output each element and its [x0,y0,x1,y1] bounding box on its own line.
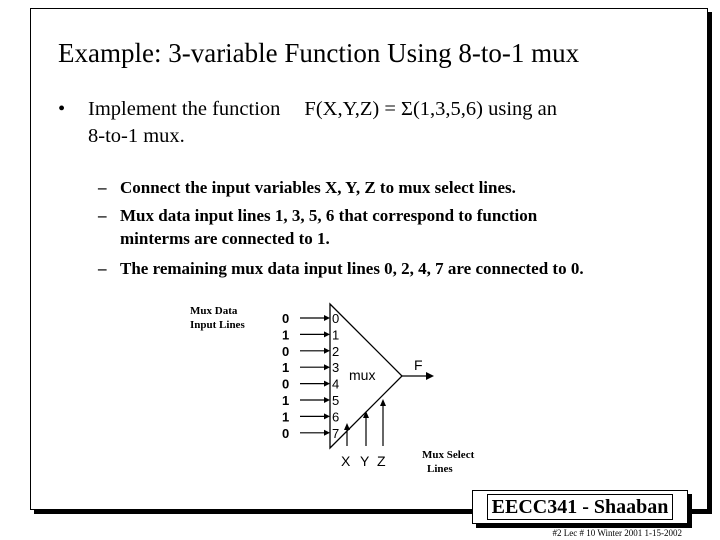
mux-select-label-line2: Lines [427,463,453,475]
select-label-y: Y [360,453,370,469]
sub-item-2-text: Mux data input lines 1, 3, 5, 6 that correspond to function [120,206,538,225]
select-label-z: Z [377,453,386,469]
input-arrowhead-2 [324,348,330,354]
input-index-2: 2 [332,343,340,359]
data-value-5: 1 [282,393,290,408]
bullet-function-expr: F(X,Y,Z) = Σ(1,3,5,6) using an [304,98,558,120]
input-index-5: 5 [332,393,340,408]
input-arrowhead-6 [324,413,330,419]
sub-item-1-text: Connect the input variables X, Y, Z to mux select lines. [120,178,516,197]
data-value-7: 0 [282,425,290,441]
input-index-6: 6 [332,409,340,425]
mux-label: mux [349,367,376,383]
sub-item-2-cont: minterms are connected to 1. [120,229,330,248]
input-arrowhead-4 [324,381,330,387]
data-value-1: 1 [282,327,290,343]
course-badge-text: EECC341 - Shaaban [487,494,674,520]
data-value-0: 0 [282,311,290,326]
input-index-4: 4 [332,376,340,392]
data-value-2: 0 [282,343,290,359]
output-label: F [414,357,423,373]
input-arrowhead-3 [324,364,330,370]
mux-select-label-line1: Mux Select [422,449,475,461]
select-arrowhead-z [380,399,386,406]
input-index-7: 7 [332,425,340,441]
input-arrowhead-5 [324,397,330,403]
select-label-x: X [341,453,351,469]
input-arrowhead-1 [324,331,330,337]
data-value-6: 1 [282,409,290,425]
sub-item-2: – Mux data input lines 1, 3, 5, 6 that correspond to function minterms are connected to 1. [98,204,688,250]
input-arrowhead-0 [324,315,330,321]
input-index-3: 3 [332,360,340,376]
output-arrowhead [426,372,434,380]
input-index-1: 1 [332,327,340,343]
input-index-0: 0 [332,311,340,326]
data-value-3: 1 [282,360,290,376]
input-arrowhead-7 [324,430,330,436]
mux-data-label-line1: Mux Data [190,305,238,317]
bullet-line1a: Implement the function [88,98,281,120]
sub-item-3-text: The remaining mux data input lines 0, 2, 4, 7 are connected to 0. [120,259,584,278]
bullet-dot: • [58,98,66,120]
course-badge [472,490,688,524]
sub-item-1: – Connect the input variables X, Y, Z to mux select lines. [98,178,516,197]
mux-data-label-line2: Input Lines [190,319,245,331]
slide-title: Example: 3-variable Function Using 8-to-1 mux [58,38,580,68]
data-value-4: 0 [282,376,290,392]
sub-item-3: – The remaining mux data input lines 0, 2, 4, 7 are connected to 0. [98,259,584,278]
slide-footer: #2 Lec # 10 Winter 2001 1-15-2002 [552,528,682,538]
bullet-line2: 8-to-1 mux. [88,125,185,147]
